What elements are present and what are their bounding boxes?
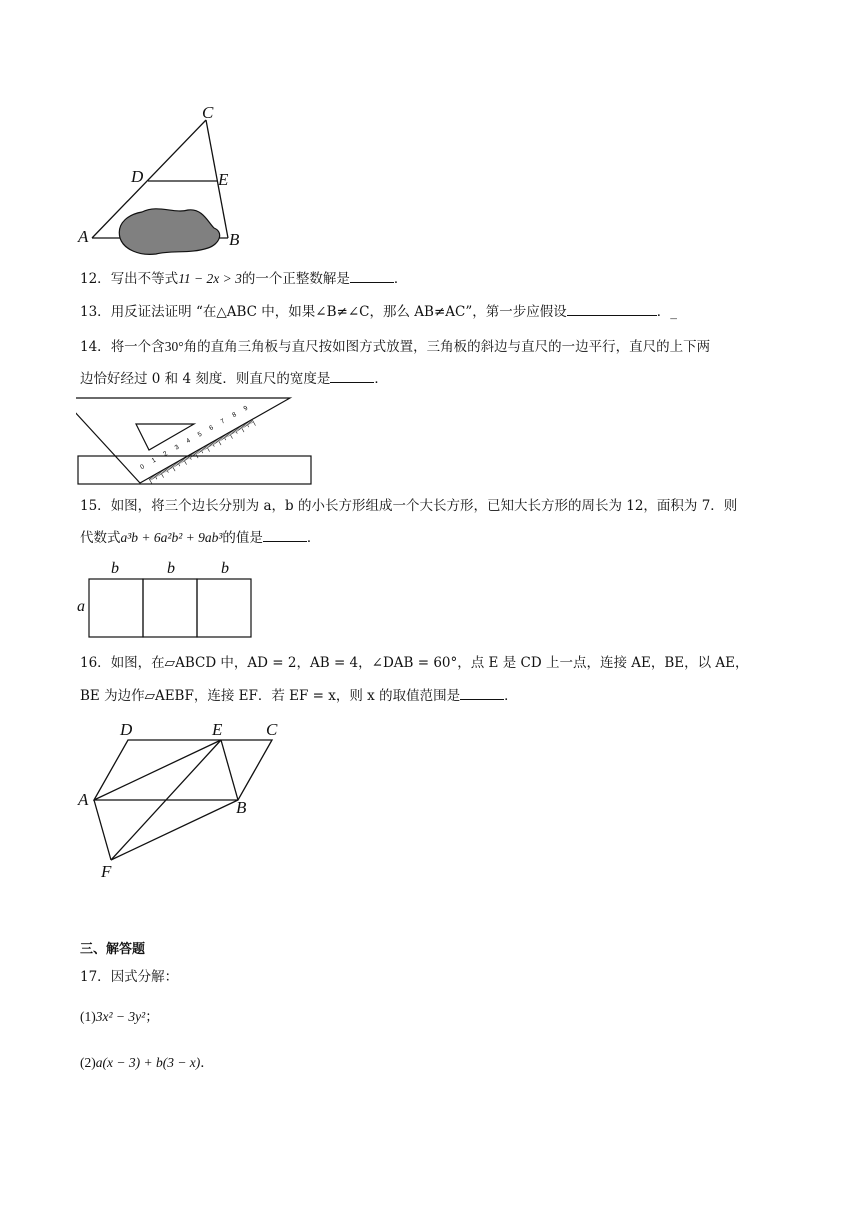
ruler-tick <box>203 447 204 450</box>
question-16-line1 <box>80 654 749 672</box>
ruler-tick-label: 5 <box>196 430 204 439</box>
point-label-b: B <box>229 230 240 249</box>
q17-part2-expression: a(x − 3) + b(3 − x) <box>95 1055 201 1070</box>
q13-answer-blank[interactable] <box>567 303 657 316</box>
ruler-tick <box>214 441 215 444</box>
q15-text-pre: 代数式 <box>80 530 121 546</box>
ruler-tick <box>237 428 238 431</box>
q13-end: ．_ <box>656 304 677 320</box>
q15-answer-blank[interactable] <box>263 529 307 542</box>
ruler-tick <box>247 422 248 425</box>
point-label-c: C <box>266 720 278 739</box>
q17-part1-number: (1) <box>80 1009 96 1024</box>
ruler-tick <box>215 440 216 443</box>
ruler-tick <box>205 446 206 449</box>
question-15-line2 <box>80 529 320 547</box>
ruler-tick <box>244 424 245 427</box>
ruler-tick-label: 7 <box>219 417 227 426</box>
segment-bf <box>111 800 238 860</box>
point-label-d: D <box>131 167 144 186</box>
q17-part1-expression: 3x² − 3y² <box>95 1009 146 1024</box>
ruler-tick <box>219 438 220 441</box>
question-14-line1 <box>80 338 710 356</box>
q14-text-post: 角的直角三角板与直尺按如图方式放置，三角板的斜边与直尺的一边平行，直尺的上下两 <box>183 339 711 355</box>
ruler-tick <box>231 431 232 434</box>
ruler-tick <box>227 434 228 437</box>
small-rect-1 <box>89 579 143 637</box>
ruler-tick <box>251 420 252 423</box>
question-17-part1 <box>80 1008 159 1026</box>
q12-text-pre: 写出不等式 <box>110 271 179 287</box>
q12-inequality: 11 − 2x > 3 <box>178 271 242 286</box>
ruler-tick <box>199 449 200 452</box>
ruler-tick <box>198 450 199 453</box>
point-label-a: A <box>78 790 89 809</box>
ruler-tick <box>197 451 198 454</box>
label-b-3: b <box>221 560 229 577</box>
ruler-tick <box>193 453 194 456</box>
q17-number: 17． <box>80 969 111 985</box>
ruler-tick <box>207 445 208 448</box>
set-square-ruler-figure <box>76 394 316 488</box>
q14-answer-blank[interactable] <box>330 370 374 383</box>
q14-angle: 30° <box>164 339 184 354</box>
set-square-inner <box>136 424 194 450</box>
q14-number: 14． <box>80 339 111 355</box>
ruler-tick <box>210 444 211 447</box>
q15-number: 15． <box>80 498 111 514</box>
question-14-line2 <box>80 370 388 388</box>
ruler-tick-label: 8 <box>231 411 238 420</box>
ruler-tick <box>249 421 250 424</box>
rectangles-figure <box>76 558 256 642</box>
parallelogram-figure <box>76 718 296 884</box>
small-rect-2 <box>143 579 197 637</box>
q15-text-line1: 如图，将三个边长分别为 a，b 的小长方形组成一个大长方形，已知大长方形的周长为 12，面积为 7．则 <box>110 498 738 514</box>
q16-number: 16． <box>80 655 111 671</box>
ruler-tick <box>226 434 227 437</box>
q12-text-post: 的一个正整数解是 <box>241 271 350 287</box>
question-13 <box>80 303 677 321</box>
segment-af <box>94 800 111 860</box>
ruler-tick <box>239 427 240 430</box>
ruler-tick <box>243 425 244 428</box>
q16-text-pre: BE 为边作▱AEBF，连接 EF．若 EF = x，则 x 的取值范围是 <box>80 688 461 704</box>
rectangles-svg <box>76 558 256 642</box>
q14-text-pre: 将一个含 <box>110 339 165 355</box>
q12-number: 12． <box>80 271 111 287</box>
question-12 <box>80 270 407 288</box>
section-heading: 三、解答题 <box>80 942 146 957</box>
q15-end: ． <box>306 530 321 546</box>
ruler-tick <box>196 451 197 454</box>
point-label-c: C <box>202 103 214 122</box>
ruler-tick-label: 6 <box>208 424 215 433</box>
ruler-rect <box>78 456 311 484</box>
question-15-line1 <box>80 497 737 515</box>
q14-text-line2: 边恰好经过 0 和 4 刻度．则直尺的宽度是 <box>80 371 331 387</box>
ruler-tick <box>250 421 251 424</box>
ruler-tick-label: 1 <box>150 456 158 465</box>
label-b-2: b <box>167 560 175 577</box>
ruler-tick <box>222 436 223 439</box>
question-17-part2 <box>80 1054 214 1072</box>
point-label-e: E <box>212 720 223 739</box>
ruler-tick <box>245 423 246 426</box>
q12-end: ． <box>393 271 408 287</box>
parallelogram-svg <box>76 718 296 884</box>
q15-expression: a³b + 6a²b² + 9ab³ <box>120 530 223 545</box>
ruler-tick <box>233 431 234 434</box>
point-label-b: B <box>236 798 247 817</box>
ruler-tick <box>204 447 205 450</box>
ruler-tick <box>242 425 243 428</box>
q16-end: ． <box>504 688 518 704</box>
ruler-tick <box>208 444 209 447</box>
ruler-tick-label: 0 <box>139 463 146 472</box>
q16-answer-blank[interactable] <box>460 687 504 700</box>
ruler-tick <box>221 437 222 440</box>
ruler-tick <box>224 435 225 438</box>
q17-text: 因式分解： <box>110 969 179 985</box>
ruler-tick <box>220 438 221 441</box>
label-b-1: b <box>111 560 119 577</box>
q15-text-post: 的值是 <box>222 530 263 546</box>
ruler-tick <box>230 432 231 435</box>
question-17 <box>80 968 178 986</box>
q14-end: ． <box>374 371 388 387</box>
ruler-tick-label: 4 <box>185 437 192 446</box>
point-label-f: F <box>101 862 112 881</box>
q16-text-line1: 如图，在▱ABCD 中，AD = 2，AB = 4，∠DAB = 60°，点 E 是 CD 上一点，连接 AE，BE，以 AE， <box>110 655 749 671</box>
ruler-tick <box>234 430 235 433</box>
parallelogram-abcd <box>94 740 272 800</box>
point-label-d: D <box>120 720 133 739</box>
question-16-line2 <box>80 687 518 705</box>
point-label-a: A <box>78 227 89 246</box>
ruler-tick <box>211 443 212 446</box>
ruler-tick <box>228 433 229 436</box>
small-rect-3 <box>197 579 251 637</box>
q13-text: 用反证法证明 “在△ABC 中，如果∠B≠∠C，那么 AB≠AC”，第一步应假设 <box>110 304 567 320</box>
triangle-figure <box>78 100 258 260</box>
segment-be <box>221 740 238 800</box>
ruler-tick <box>236 429 237 432</box>
q13-number: 13． <box>80 304 111 320</box>
rock-blob <box>119 209 219 255</box>
segment-ae <box>94 740 221 800</box>
ruler-tick <box>213 442 214 445</box>
ruler-tick-label: 2 <box>162 450 169 459</box>
ruler-tick-label: 3 <box>173 443 181 452</box>
ruler-tick <box>202 448 203 451</box>
q17-part2-number: (2) <box>80 1055 96 1070</box>
q12-answer-blank[interactable] <box>350 270 394 283</box>
ruler-tick <box>238 427 239 430</box>
set-square-ruler-svg <box>76 394 316 488</box>
q17-part2-end: ． <box>200 1055 214 1071</box>
ruler-tick-label: 9 <box>242 404 250 413</box>
ruler-tick <box>216 440 217 443</box>
label-a: a <box>77 598 85 615</box>
q17-part1-end: ； <box>145 1009 159 1025</box>
point-label-e: E <box>218 170 229 189</box>
